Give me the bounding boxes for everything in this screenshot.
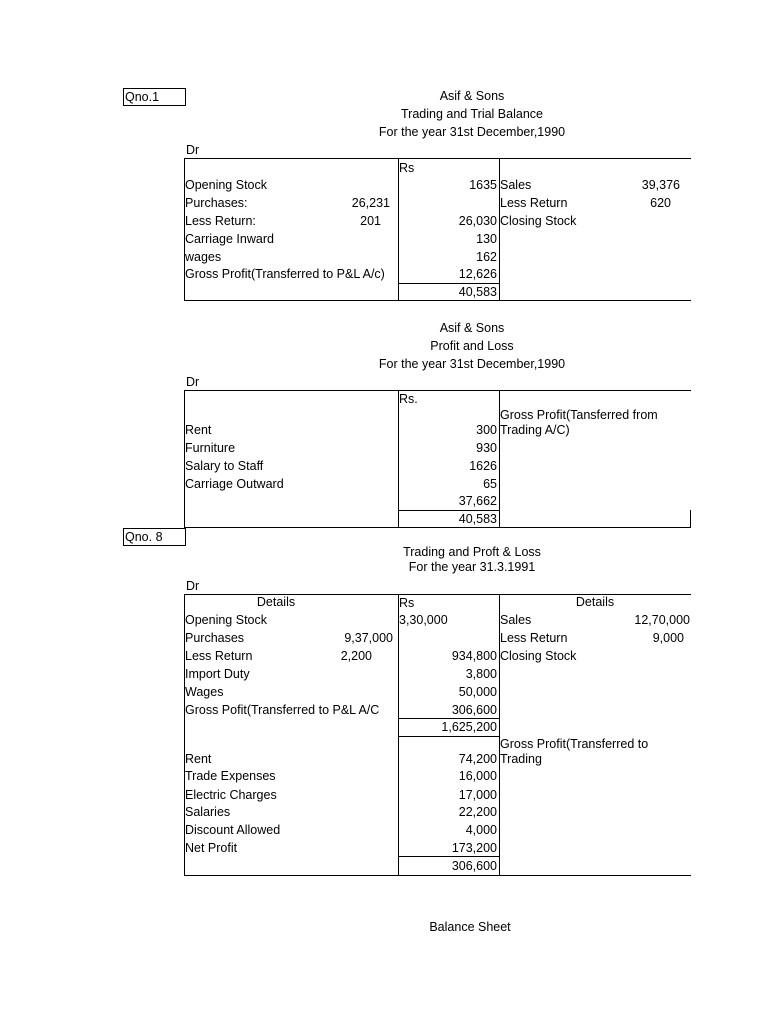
pl-row-amount: 930	[476, 441, 497, 455]
q8-row-right-item: Sales	[500, 613, 532, 627]
q8-row-item: Import Duty	[185, 667, 250, 681]
q8-row-item: Purchases	[185, 631, 245, 645]
q8-gross-profit-line1: Gross Profit(Transferred to	[500, 737, 649, 751]
q8-row-right-amount: 12,70,000	[634, 613, 690, 627]
q8-row-right-item: Less Return	[500, 631, 568, 645]
q8-row-sub-amount: 9,37,000	[344, 631, 393, 645]
q8-row-amount: 934,800	[451, 649, 497, 663]
pl-row-item: Rent	[185, 423, 212, 437]
q1-company-title: Asif & Sons	[439, 89, 505, 103]
q1-row-sub-amount: 201	[360, 214, 381, 228]
q1-row-item: Purchases:	[185, 196, 248, 210]
q8-row-item: Wages	[185, 685, 224, 699]
q8-pl-row-amount: 16,000	[458, 769, 497, 783]
q8-pl-row-item: Electric Charges	[185, 788, 277, 802]
q1-row-right-item: Less Return	[500, 196, 568, 210]
q8-pl-row-amount: 173,200	[451, 841, 497, 855]
q8-details-left-header: Details	[256, 595, 296, 609]
q8-row-amount: 3,30,000	[399, 613, 448, 627]
pl-total: 40,583	[458, 512, 497, 526]
q1-rs-header: Rs	[399, 161, 415, 175]
question-1-label: Qno.1	[123, 88, 186, 106]
q1-dr-label: Dr	[186, 143, 200, 157]
q1-row-amount: 26,030	[458, 214, 497, 228]
q8-trading-total: 1,625,200	[441, 720, 497, 734]
q8-dr-label: Dr	[186, 579, 200, 593]
pl-row-amount: 65	[483, 477, 497, 491]
q1-row-amount: 12,626	[458, 267, 497, 281]
q1-row-right-item: Sales	[500, 178, 532, 192]
q8-pl-row-amount: 17,000	[458, 788, 497, 802]
q8-period: For the year 31.3.1991	[408, 560, 536, 574]
q1-row-item: wages	[185, 250, 222, 264]
q1-row-amount: 1635	[469, 178, 497, 192]
q1-row-amount: 130	[476, 232, 497, 246]
q8-pl-row-item: Net Profit	[185, 841, 238, 855]
q8-row-right-amount: 9,000	[652, 631, 684, 645]
q8-row-item: Less Return	[185, 649, 253, 663]
q1-row-right-amount: 620	[650, 196, 671, 210]
q8-pl-row-amount: 4,000	[465, 823, 497, 837]
pl-row-item: Carriage Outward	[185, 477, 284, 491]
q8-account-title: Trading and Proft & Loss	[403, 545, 541, 559]
q8-row-amount: 50,000	[458, 685, 497, 699]
q1-row-item: Carriage Inward	[185, 232, 274, 246]
q1-total: 40,583	[458, 285, 497, 299]
q1-row-right-amount: 39,376	[641, 178, 680, 192]
q1-row-sub-amount: 26,231	[351, 196, 390, 210]
q8-row-amount: 3,800	[465, 667, 497, 681]
pl-period: For the year 31st December,1990	[378, 357, 566, 371]
q8-row-right-item: Closing Stock	[500, 649, 577, 663]
pl-net-amount: 37,662	[458, 494, 497, 508]
q8-gross-profit-line2: Trading	[500, 752, 542, 766]
q8-row-item: Gross Pofit(Transferred to P&L A/C	[185, 703, 380, 717]
q8-row-amount: 306,600	[451, 703, 497, 717]
q1-period: For the year 31st December,1990	[378, 125, 566, 139]
q8-pl-row-amount: 74,200	[458, 752, 497, 766]
q1-row-item: Less Return:	[185, 214, 256, 228]
question-8-label: Qno. 8	[123, 528, 186, 546]
q8-row-sub-amount: 2,200	[340, 649, 372, 663]
pl-gross-profit-line2: Trading A/C)	[500, 423, 570, 437]
q8-pl-row-item: Rent	[185, 752, 212, 766]
q8-pl-row-item: Trade Expenses	[185, 769, 276, 783]
q1-row-item: Opening Stock	[185, 178, 267, 192]
q8-row-item: Opening Stock	[185, 613, 267, 627]
q1-row-right-item: Closing Stock	[500, 214, 577, 228]
q8-rs-header: Rs	[399, 596, 415, 610]
pl-row-item: Furniture	[185, 441, 236, 455]
pl-company-title: Asif & Sons	[439, 321, 505, 335]
q8-details-right-header: Details	[575, 595, 615, 609]
pl-row-item: Salary to Staff	[185, 459, 264, 473]
pl-account-title: Profit and Loss	[430, 339, 514, 353]
q1-row-item: Gross Profit(Transferred to P&L A/c)	[185, 267, 385, 281]
q8-pl-row-item: Discount Allowed	[185, 823, 281, 837]
pl-row-amount: 300	[476, 423, 497, 437]
q8-pl-total: 306,600	[451, 859, 497, 873]
q8-pl-row-amount: 22,200	[458, 805, 497, 819]
pl-rs-header: Rs.	[399, 392, 418, 406]
pl-row-amount: 1626	[469, 459, 497, 473]
q8-pl-row-item: Salaries	[185, 805, 231, 819]
pl-dr-label: Dr	[186, 375, 200, 389]
balance-sheet-title: Balance Sheet	[429, 920, 511, 934]
q1-account-title: Trading and Trial Balance	[401, 107, 543, 121]
q1-row-amount: 162	[476, 250, 497, 264]
pl-gross-profit-line1: Gross Profit(Tansferred from	[500, 408, 658, 422]
